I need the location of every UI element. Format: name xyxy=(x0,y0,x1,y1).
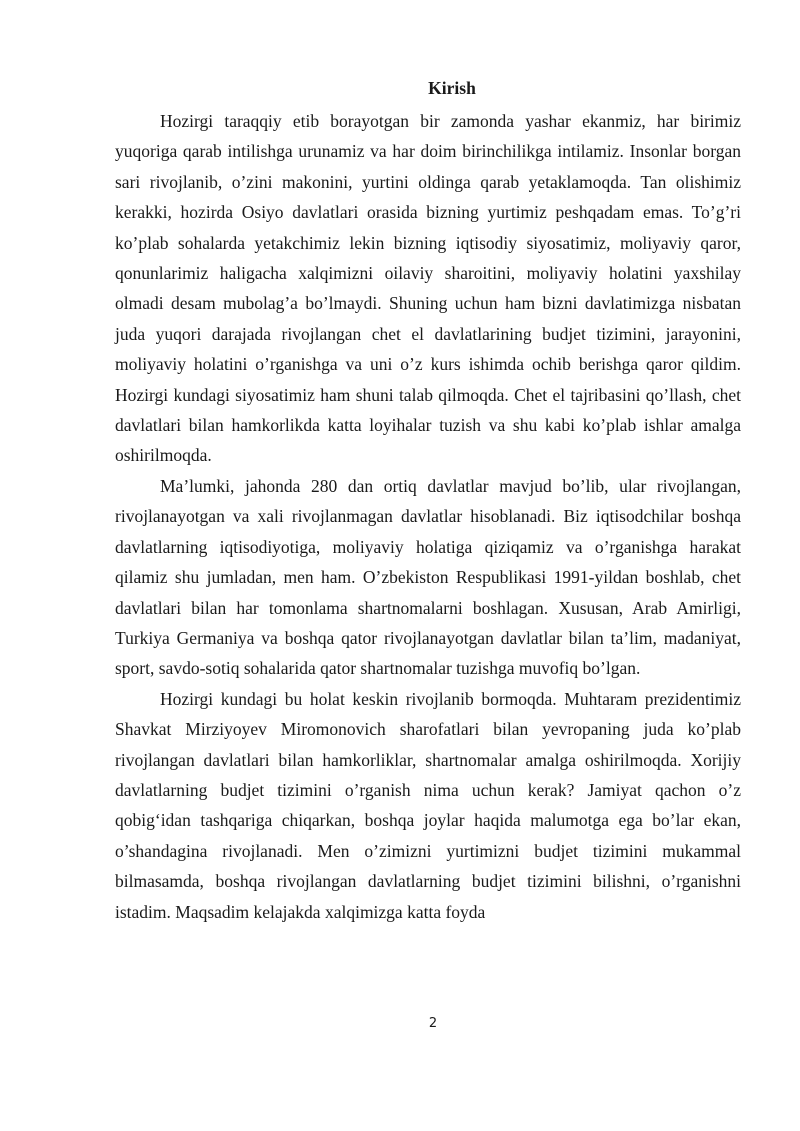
section-title: Kirish xyxy=(428,78,476,98)
paragraph-2: Ma’lumki, jahonda 280 dan ortiq davlatlar mavjud bo’lib, ular rivojlangan, rivojlanayotgan va xali rivojlanmagan davlatlar hisoblanadi. Biz iqtisodchilar boshqa davlatlarning iqtisodiyotiga, moliyaviy holatiga qiziqamiz va o’rganishga harakat qilamiz shu jumladan, men ham. O’zbekiston Respublikasi 1991-yildan boshlab, chet davlatlari bilan har tomonlama shartnomalarni boshlagan. Xususan, Arab Amirligi, Turkiya Germaniya va boshqa qator rivojlanayotgan davlatlar bilan ta’lim, madaniyat, sport, savdo-sotiq sohalarida qator shartnomalar tuzishga muvofiq bo’lgan. xyxy=(115,475,741,679)
paragraph-3: Hozirgi kundagi bu holat keskin rivojlanib bormoqda. Muhtaram prezidentimiz Shavkat Mirziyoyev Miromonovich sharofatlari bilan yevropaning juda ko’plab rivojlangan davlatlari bilan hamkorliklar, shartnomalar amalga oshirilmoqda. Xorijiy davlatlarning budjet tizimini o’rganish nima uchun kerak? Jamiyat qachon o’z qobig‘idan tashqariga chiqarkan, boshqa joylar haqida malumotga ega bo’lar ekan, o’shandagina rivojlanadi. Men o’zimizni yurtimizni budjet tizimini mukammal bilmasamda, boshqa rivojlangan davlatlarning budjet tizimini bilishni, o’rganishni istadim. Maqsadim kelajakda xalqimizga katta foyda xyxy=(115,688,741,922)
body-text xyxy=(115,106,741,927)
paragraph-1: Hozirgi taraqqiy etib borayotgan bir zamonda yashar ekanmiz, har birimiz yuqoriga qarab intilishga urunamiz va har doim birinchilikga intilamiz. Insonlar borgan sari rivojlanib, o’zini makonini, yurtini oldinga qarab yetaklamoqda. Tan olishimiz kerakki, hozirda Osiyo davlatlari orasida bizning yurtimiz peshqadam emas. To’g’ri ko’plab sohalarda yetakchimiz lekin bizning iqtisodiy siyosatimiz, moliyaviy qaror, qonunlarimiz haligacha xalqimizni oilaviy sharoitini, moliyaviy holatini yaxshilay olmadi desam mubolag’a bo’lmaydi. Shuning uchun ham bizni davlatimizga nisbatan juda yuqori darajada rivojlangan chet el davlatlarining budjet tizimini, jarayonini, moliyaviy holatini o’rganishga va uni o’z kurs ishimda ochib berishga qaror qildim. Hozirgi kundagi siyosatimiz ham shuni talab qilmoqda. Chet el tajribasini qo’llash, chet davlatlari bilan hamkorlikda katta loyihalar tuzish va shu kabi ko’plab ishlar amalga oshirilmoqda. xyxy=(115,111,741,466)
page-number: 2 xyxy=(428,1016,438,1031)
